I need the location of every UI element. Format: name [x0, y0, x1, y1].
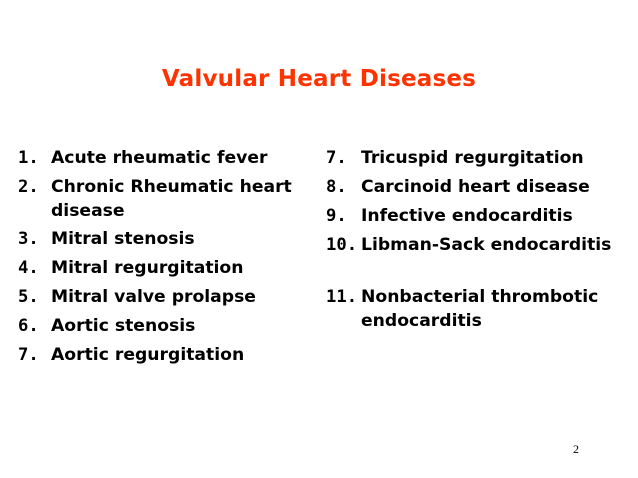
slide-title: Valvular Heart Diseases: [161, 66, 477, 92]
left-disease-list: [18, 144, 318, 370]
list-item: [326, 173, 626, 202]
list-item: [326, 202, 626, 231]
list-text: Chronic Rheumatic heart disease: [51, 177, 292, 221]
list-item: [326, 231, 626, 283]
list-number: 5.: [18, 287, 39, 307]
list-text: Infective endocarditis: [361, 206, 573, 226]
list-number: 8.: [326, 177, 347, 197]
list-item: [18, 225, 318, 254]
list-number: 9.: [326, 206, 347, 226]
list-text: Tricuspid regurgitation: [361, 148, 584, 168]
list-text: Acute rheumatic fever: [51, 148, 268, 168]
list-text: Mitral regurgitation: [51, 258, 244, 278]
list-text: Aortic stenosis: [51, 316, 196, 336]
list-number: 3.: [18, 229, 39, 249]
list-text: Carcinoid heart disease: [361, 177, 590, 197]
list-item: [326, 283, 626, 335]
list-text: Libman-Sack endocarditis: [361, 235, 612, 255]
list-number: 6.: [18, 316, 39, 336]
list-text: Mitral valve prolapse: [51, 287, 256, 307]
list-text: Nonbacterial thrombotic endocarditis: [361, 287, 599, 331]
list-number: 11.: [326, 287, 358, 307]
list-text: Mitral stenosis: [51, 229, 195, 249]
list-number: 2.: [18, 177, 39, 197]
list-number: 7.: [326, 148, 347, 168]
list-number: 7.: [18, 345, 39, 365]
list-number: 4.: [18, 258, 39, 278]
list-number: 10.: [326, 235, 358, 255]
list-item: [18, 283, 318, 312]
page-number: 2: [573, 442, 579, 456]
list-item: [326, 144, 626, 173]
list-number: 1.: [18, 148, 39, 168]
list-item: [18, 341, 318, 370]
list-text: Aortic regurgitation: [51, 345, 245, 365]
list-item: [18, 144, 318, 173]
list-item: [18, 312, 318, 341]
list-item: [18, 173, 318, 225]
list-item: [18, 254, 318, 283]
right-disease-list: [326, 144, 626, 335]
